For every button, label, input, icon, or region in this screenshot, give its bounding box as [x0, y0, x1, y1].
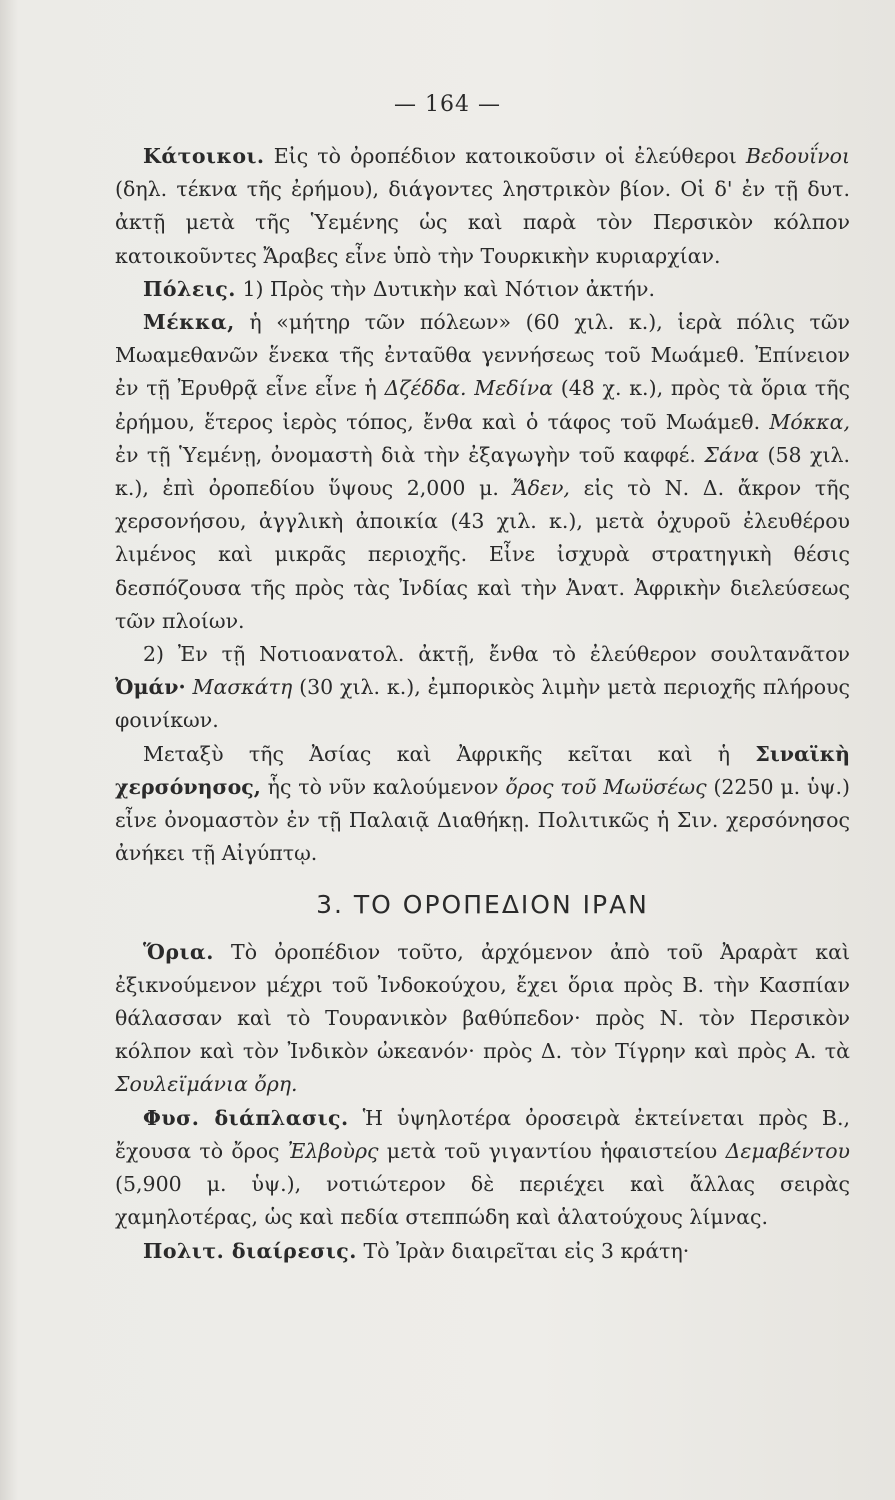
text-run: ἐν τῇ Ὑεμένῃ, ὀνομαστὴ διὰ τὴν ἐξαγωγὴν τοῦ καφφέ.	[115, 442, 705, 467]
paragraph-physical	[115, 1102, 850, 1235]
bold-term: Ὀμάν·	[115, 675, 186, 700]
paragraph-lead: Κάτοικοι.	[143, 144, 265, 168]
text-run: 2) Ἐν τῇ Νοτιοανατολ. ἀκτῇ, ἔνθα τὸ ἐλεύθερον σουλτανᾶτον	[143, 642, 850, 667]
text-run: (30 χιλ. κ.), ἐμπορικὸς λιμὴν μετὰ περιοχῆς πλήρους φοινίκων.	[115, 675, 850, 733]
italic-term: Μασκάτη	[192, 675, 293, 700]
page-number: — 164 —	[394, 92, 501, 117]
italic-term: Μεδίνα	[474, 376, 553, 401]
paragraph-lead: Ὅρια.	[143, 939, 214, 964]
paragraph-oman	[115, 638, 850, 738]
italic-term: Σουλεϊμάνια ὄρη.	[115, 1072, 298, 1097]
text-run: (48 χ. κ.), πρὸς τὰ ὅρια τῆς ἐρήμου, ἕτερος ἱερὸς τόπος, ἔνθα καὶ ὁ τάφος τοῦ Μωάμεθ.	[115, 376, 850, 434]
paragraph-political	[115, 1235, 850, 1268]
text-run: Εἰς τὸ ὀροπέδιον κατοικοῦσιν οἱ ἐλεύθεροι	[264, 144, 746, 168]
paragraph-mecca	[115, 306, 850, 638]
text-run: 1) Πρὸς τὴν Δυτικὴν καὶ Νότιον ἀκτήν.	[235, 276, 656, 301]
paragraph-lead: Μέκκα,	[143, 310, 235, 335]
text-run: Μεταξὺ τῆς Ἀσίας καὶ Ἀφρικῆς κεῖται καὶ ἡ	[143, 741, 756, 766]
paragraph-sinai	[115, 738, 850, 871]
italic-term: Δζέδδα.	[384, 376, 467, 401]
italic-term: Δεμαβέντου	[725, 1138, 850, 1163]
paragraph-lead: Πολιτ. διαίρεσις.	[143, 1238, 357, 1263]
section-heading: 3. ΤΟ ΟΡΟΠΕΔΙΟΝ ΙΡΑΝ	[316, 890, 649, 920]
bold-term: Σιναϊκὴ χερσόνησος,	[115, 741, 850, 799]
italic-term: ὄρος τοῦ Μωϋσέως	[505, 774, 707, 799]
italic-term: Ἄδεν,	[512, 476, 570, 501]
text-run: (2250 μ. ὑψ.) εἶνε ὀνομαστὸν ἐν τῇ Παλαιᾷ Διαθήκῃ. Πολιτικῶς ἡ Σιν. χερσόνησος ἀνήκει τῇ Αἰγύπτῳ.	[115, 774, 851, 866]
text-run: (58 χιλ. κ.), ἐπὶ ὀροπεδίου ὕψους 2,000 μ.	[115, 442, 850, 501]
italic-term: Μόκκα,	[769, 409, 850, 434]
paragraph-lead: Πόλεις.	[143, 276, 236, 301]
text-run: εἰς τὸ Ν. Δ. ἄκρον τῆς χερσονήσου, ἀγγλικὴ ἀποικία (43 χιλ. κ.), μετὰ ὀχυροῦ ἐλευθέρου λιμένος καὶ μικρᾶς περιοχῆς. Εἶνε ἰσχυρὰ στρατηγικὴ θέσις δεσπόζουσα τῆς πρὸς τὰς Ἰνδίας καὶ τὴν Ἀνατ. Ἀφρικὴν διελεύσεως τῶν πλοίων.	[115, 476, 850, 633]
italic-term: Ἐλβοὺρς	[287, 1138, 379, 1163]
paragraph-inhabitants	[115, 140, 850, 273]
paragraph-cities	[115, 273, 850, 306]
body-text	[115, 140, 850, 1268]
text-run: Τὸ ὀροπέδιον τοῦτο, ἀρχόμενον ἀπὸ τοῦ Ἀραρὰτ καὶ ἐξικνούμενον μέχρι τοῦ Ἰνδοκούχου, ἔχει ὅρια πρὸς Β. τὴν Κασπίαν θάλασσαν καὶ τὸ Τουρανικὸν βαθύπεδον· πρὸς Ν. τὸν Περσικὸν κόλπον καὶ τὸν Ἰνδικὸν ὠκεανόν· πρὸς Δ. τὸν Τίγρην καὶ πρὸς Α. τὰ	[115, 939, 850, 1064]
text-run: Τὸ Ἰρὰν διαιρεῖται εἰς 3 κράτη·	[356, 1238, 690, 1263]
text-run: μετὰ τοῦ γιγαντίου ἡφαιστείου	[378, 1138, 726, 1163]
text-run: Ἡ ὑψηλοτέρα ὀροσειρὰ ἐκτείνεται πρὸς Β., ἔχουσα τὸ ὄρος	[115, 1105, 850, 1163]
text-run: ἧς τὸ νῦν καλούμενον	[260, 774, 506, 799]
text-run: (5,900 μ. ὑψ.), νοτιώτερον δὲ περιέχει καὶ ἄλλας σειρὰς χαμηλοτέρας, ὡς καὶ πεδία στεππώδη καὶ ἁλατούχους λίμνας.	[115, 1172, 850, 1230]
paragraph-borders	[115, 936, 850, 1102]
italic-term: Βεδουΐνοι	[745, 144, 850, 168]
italic-term: Σάνα	[704, 442, 760, 467]
text-run: ἡ «μήτηρ τῶν πόλεων» (60 χιλ. κ.), ἱερὰ πόλις τῶν Μωαμεθανῶν ἕνεκα τῆς ἐνταῦθα γεννήσεως τοῦ Μωάμεθ. Ἐπίνειον ἐν τῇ Ἐρυθρᾷ εἶνε εἶνε ἡ	[115, 310, 850, 401]
paragraph-lead: Φυσ. διάπλασις.	[143, 1105, 349, 1130]
text-run: (δηλ. τέκνα τῆς ἐρήμου), διάγοντες ληστρικὸν βίον. Οἱ δ' ἐν τῇ δυτ. ἀκτῇ μετὰ τῆς Ὑεμένης ὡς καὶ παρὰ τὸν Περσικὸν κόλπον κατοικοῦντες Ἄραβες εἶνε ὑπὸ τὴν Τουρκικὴν κυριαρχίαν.	[115, 177, 850, 268]
